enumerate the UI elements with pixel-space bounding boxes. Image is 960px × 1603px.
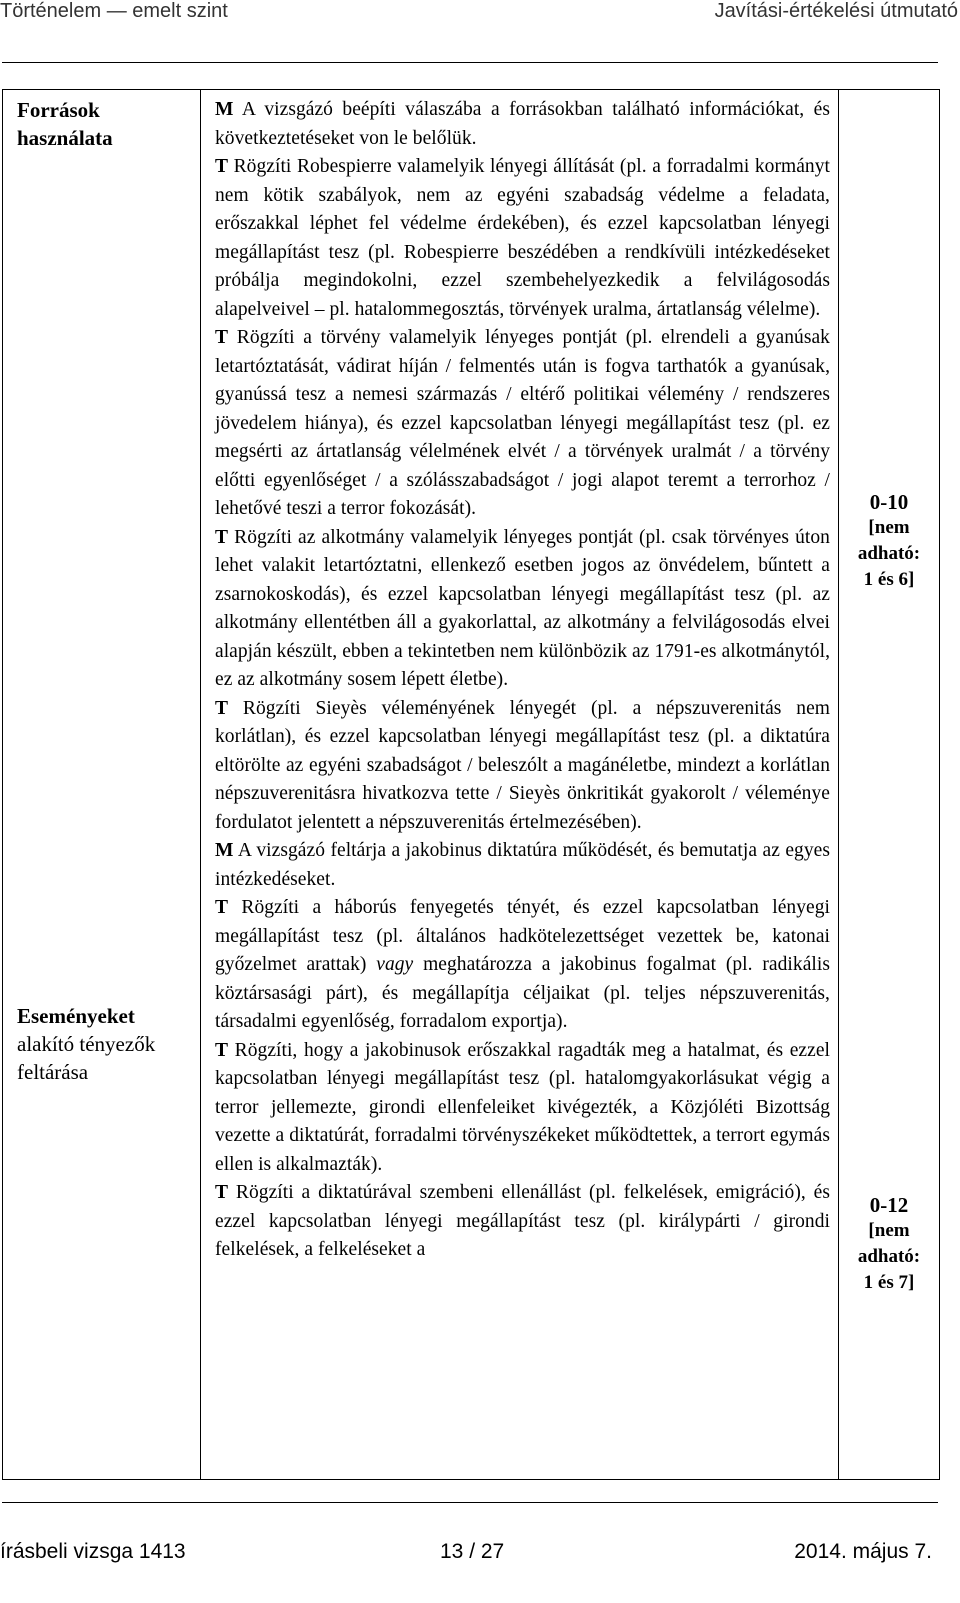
criteria-label-sources: Források használata bbox=[17, 98, 113, 150]
criteria-description-cell bbox=[201, 90, 839, 1480]
criteria-label-cell bbox=[3, 90, 201, 1480]
page-header bbox=[0, 0, 960, 40]
footer-date: 2014. május 7. bbox=[794, 1540, 932, 1563]
criterion-item: T Rögzíti a diktatúrával szembeni ellenállást (pl. felkelések, emigráció), és ezzel kapcsolatban lényegi megállapítást tesz (pl. királypárti / girondi felkelések, a felkeléseket a bbox=[215, 1182, 830, 1260]
criterion-item: T Rögzíti az alkotmány valamelyik lényeges pontját (pl. csak törvényes úton lehet valakit letartóztatni, ellenkező esetben jogos az önvédelem, bűntett a zsarnokoskodás), és ezzel kapcsolatban lényegi megállapítást tesz (pl. az alkotmány ellentétben áll a gyakorlattal, az alkotmány a felvilágosodás elvei alapján készült, ebben a tekintetben nem különbözik az 1791-es alkotmánytól, ez az alkotmány sosem lépett életbe). bbox=[215, 526, 830, 690]
criteria-label-events: Eseményeket alakító tényezők feltárása bbox=[17, 1004, 156, 1084]
criterion-item: M A vizsgázó beépíti válaszába a forrásokban található információkat, és következtetéseket von le belőlük. bbox=[215, 99, 830, 149]
score-range-events: 0-12 [nem adható: 1 és 7] bbox=[857, 1193, 921, 1293]
header-rule bbox=[2, 62, 938, 63]
header-doc-type: Javítási-értékelési útmutató bbox=[714, 0, 958, 22]
header-subject: Történelem — emelt szint bbox=[0, 0, 228, 22]
footer-exam-id: írásbeli vizsga 1413 bbox=[0, 1540, 186, 1563]
footer-page-number: 13 / 27 bbox=[440, 1540, 505, 1563]
evaluation-table bbox=[2, 89, 940, 1480]
score-cell bbox=[839, 90, 940, 1480]
criterion-item: T Rögzíti a háborús fenyegetés tényét, és ezzel kapcsolatban lényegi megállapítást tesz (pl. általános hadkötelezettséget vezettek be, katonai győzelmet arattak) vagy meghatározza a jakobinus fogalmat (pl. radikális köztársasági párt), és megállapítja céljaikat (pl. teljes népszuverenitás, társadalmi egyenlőség, forradalom exportja). bbox=[215, 897, 830, 1032]
criterion-item: M A vizsgázó feltárja a jakobinus diktatúra működését, és bemutatja az egyes intézkedéseket. bbox=[215, 840, 831, 890]
criteria-description bbox=[201, 90, 838, 1265]
criterion-item: T Rögzíti Robespierre valamelyik lényegi állítását (pl. a forradalmi kormányt nem kötik szabályok, nem az egyéni szabadság védelme a feladata, erőszakkal léphet fel védelme érdekében), és ezzel kapcsolatban lényegi megállapítást tesz (pl. Robespierre beszédében a rendkívüli intézkedéseket próbálja megindokolni, ezzel szembehelyezkedik a felvilágosodás alapelveivel – pl. hatalommegosztás, törvények uralma, ártatlanság vélelme). bbox=[215, 156, 830, 320]
criterion-item: T Rögzíti, hogy a jakobinusok erőszakkal ragadták meg a hatalmat, és ezzel kapcsolatban lényegi megállapítást tesz (pl. hatalomgyakorlásukat végig a terror jellemezte, girondi ellenfeleiket kivégezték, a Közjóléti Bizottság vezette a diktatúrát, forradalmi törvényszékeket működtettek, a terrort egymás ellen is alkalmazták). bbox=[215, 1039, 831, 1175]
table-row bbox=[3, 90, 940, 1480]
criterion-item: T Rögzíti Sieyès véleményének lényegét (pl. a népszuverenitás nem korlátlan), és ezzel kapcsolatban lényegi megállapítást tesz (pl. a diktatúra eltörölte az egyéni szabadságot / beleszólt a magánéletbe, mindezt a korlátlan népszuverenitásra hivatkozva tette / Sieyès önkritikát gyakorolt / véleménye fordulatot jelentett a népszuverenitás értelmezésében). bbox=[215, 697, 830, 833]
score-range-sources: 0-10 [nem adható: 1 és 6] bbox=[857, 490, 921, 590]
footer-rule bbox=[2, 1502, 938, 1503]
criterion-item: T Rögzíti a törvény valamelyik lényeges pontját (pl. elrendeli a gyanúsak letartóztatását, vádirat híján / felmentés után is fogva tarthatók a gyanúsak, gyanússá tesz a nemesi származás / eltérő politikai vélemény / rendszeres jövedelem hiánya), és ezzel kapcsolatban lényegi megállapítást tesz (pl. ez megsérti az ártatlanság vélelmének elvét / a törvények uralmát / a törvény előtti egyenlőséget / a szólásszabadságot / jogi alapot teremt a terrorhoz / lehetővé teszi a terror fokozását). bbox=[215, 327, 830, 519]
